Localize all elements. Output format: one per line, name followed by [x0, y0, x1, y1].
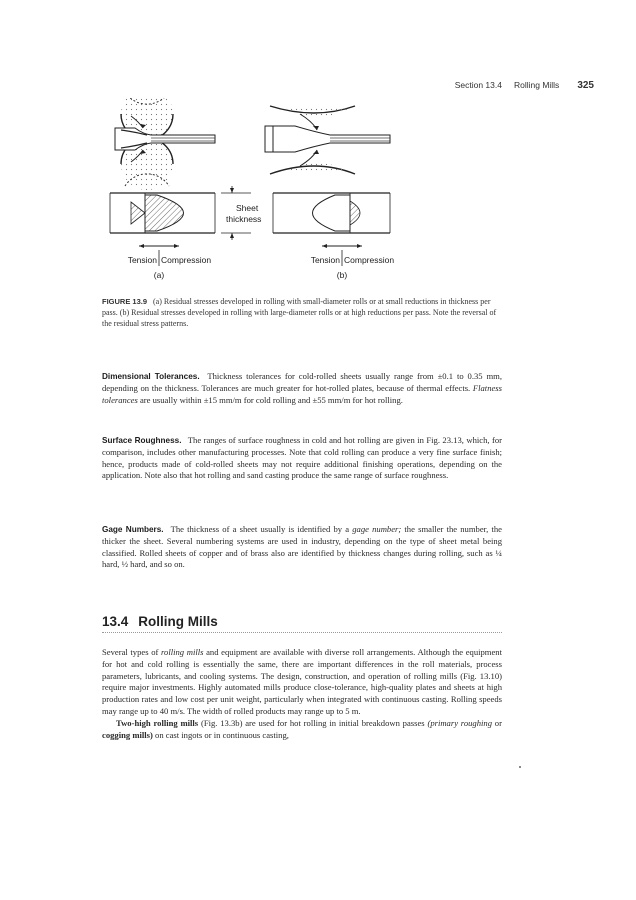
subfigure-label-a: (a)	[153, 270, 165, 280]
stress-distribution-a	[110, 193, 215, 233]
section-emphasis: rolling mills	[161, 647, 204, 657]
sheet-label-1: Sheet	[236, 203, 259, 213]
paragraph-text: Thickness tolerances for cold-rolled sheets usually range from ±0.1 to 0.35 mm, depending on the thickness. Tolerances are much greater for hot-rolled plates, because of thermal effects.	[102, 371, 502, 393]
paragraph-lead: Gage Numbers.	[102, 525, 164, 534]
paragraph-text: The ranges of surface roughness in cold and hot rolling are given in Fig. 23.13, which, for comparison, includes other manufacturing processes. Note that cold rolling can produce a very fine surface finish; hence, products made of cold-rolled sheets may not require additional finishing operations, depending on the application. Note also that hot rolling and sand casting produce the same range of surface roughness.	[102, 435, 502, 481]
figure-caption-label: FIGURE 13.9	[102, 297, 148, 306]
paragraph-emphasis: Flatness tolerances	[102, 382, 502, 405]
paragraph-text: the smaller the number, the thicker the sheet. Several numbering systems are used in industry, depending on the type of sheet metal being classified. Rolled sheets of copper and of brass also are identified by thickness changes during rolling, such as ¼ hard, ½ hard, and so on.	[102, 524, 502, 570]
paragraph-text: are usually within ±15 mm/m for cold rolling and ±55 mm/m for hot rolling.	[139, 394, 403, 405]
header-chapter: Rolling Mills	[513, 80, 560, 90]
stray-mark	[519, 766, 521, 768]
compression-label-b: Compression	[344, 255, 395, 265]
section-bold: cogging mills)	[102, 729, 153, 740]
section-text: on cast ingots or in continuous casting,	[155, 729, 289, 740]
paragraph-lead: Surface Roughness.	[102, 436, 182, 445]
section-text: (Fig. 13.3b) are used for hot rolling in initial breakdown passes	[200, 717, 425, 728]
tension-label-b: Tension	[310, 255, 340, 265]
section-text: or	[494, 717, 502, 728]
paragraph-lead: Dimensional Tolerances.	[102, 372, 200, 381]
compression-label-a: Compression	[161, 255, 212, 265]
figure-13-9	[95, 98, 435, 283]
stress-distribution-b	[273, 193, 390, 233]
section-title: Rolling Mills	[138, 614, 218, 629]
header-section: Section 13.4	[454, 80, 502, 90]
axis-labels-a	[128, 244, 212, 280]
rolling-diagram-b	[265, 106, 390, 174]
tension-label-a: Tension	[127, 255, 157, 265]
figure-caption-text: (a) Residual stresses developed in rolling with small-diameter rolls or at small reductions in thickness per pass. (b) Residual stresses developed in rolling with large-diameter rolls or at high reductions per pass. Note the reversal of the residual stress patterns.	[102, 297, 497, 328]
rolling-diagram-a	[115, 98, 215, 190]
paragraph-dimensional-tolerances	[102, 371, 502, 406]
figure-caption	[102, 296, 502, 329]
axis-labels-b	[311, 244, 395, 280]
section-heading	[102, 614, 502, 633]
page-number: 325	[577, 80, 594, 91]
running-header	[455, 80, 594, 91]
paragraph-surface-roughness	[102, 435, 502, 482]
paragraph-emphasis: gage number;	[352, 524, 402, 534]
paragraph-gage-numbers	[102, 524, 502, 571]
section-bold: Two-high rolling mills	[116, 717, 199, 728]
section-text: and equipment are available with diverse roll arrangements. Although the equipment for hot and cold rolling is essentially the same, there are important differences in the roll materials, process parameters, lubricants, and cooling systems. The design, construction, and operation of rolling mills (Fig. 13.10) require major investments. Highly automated mills produce close-tolerance, high-quality plates and sheets at high production rates and low cost per unit weight, particularly when integrated with continuous casting. Rolling speeds may range up to 40 m/s. The width of rolled products may range up to 5 m.	[102, 647, 502, 716]
paragraph-text: The thickness of a sheet usually is identified by a	[170, 524, 350, 534]
sheet-label-2: thickness	[226, 214, 262, 224]
section-text: Several types of	[102, 647, 159, 657]
sheet-thickness-dimension	[221, 186, 261, 240]
section-number: 13.4	[102, 614, 129, 629]
section-emphasis: (primary roughing	[427, 717, 492, 728]
subfigure-label-b: (b)	[336, 270, 348, 280]
section-body	[102, 647, 502, 741]
